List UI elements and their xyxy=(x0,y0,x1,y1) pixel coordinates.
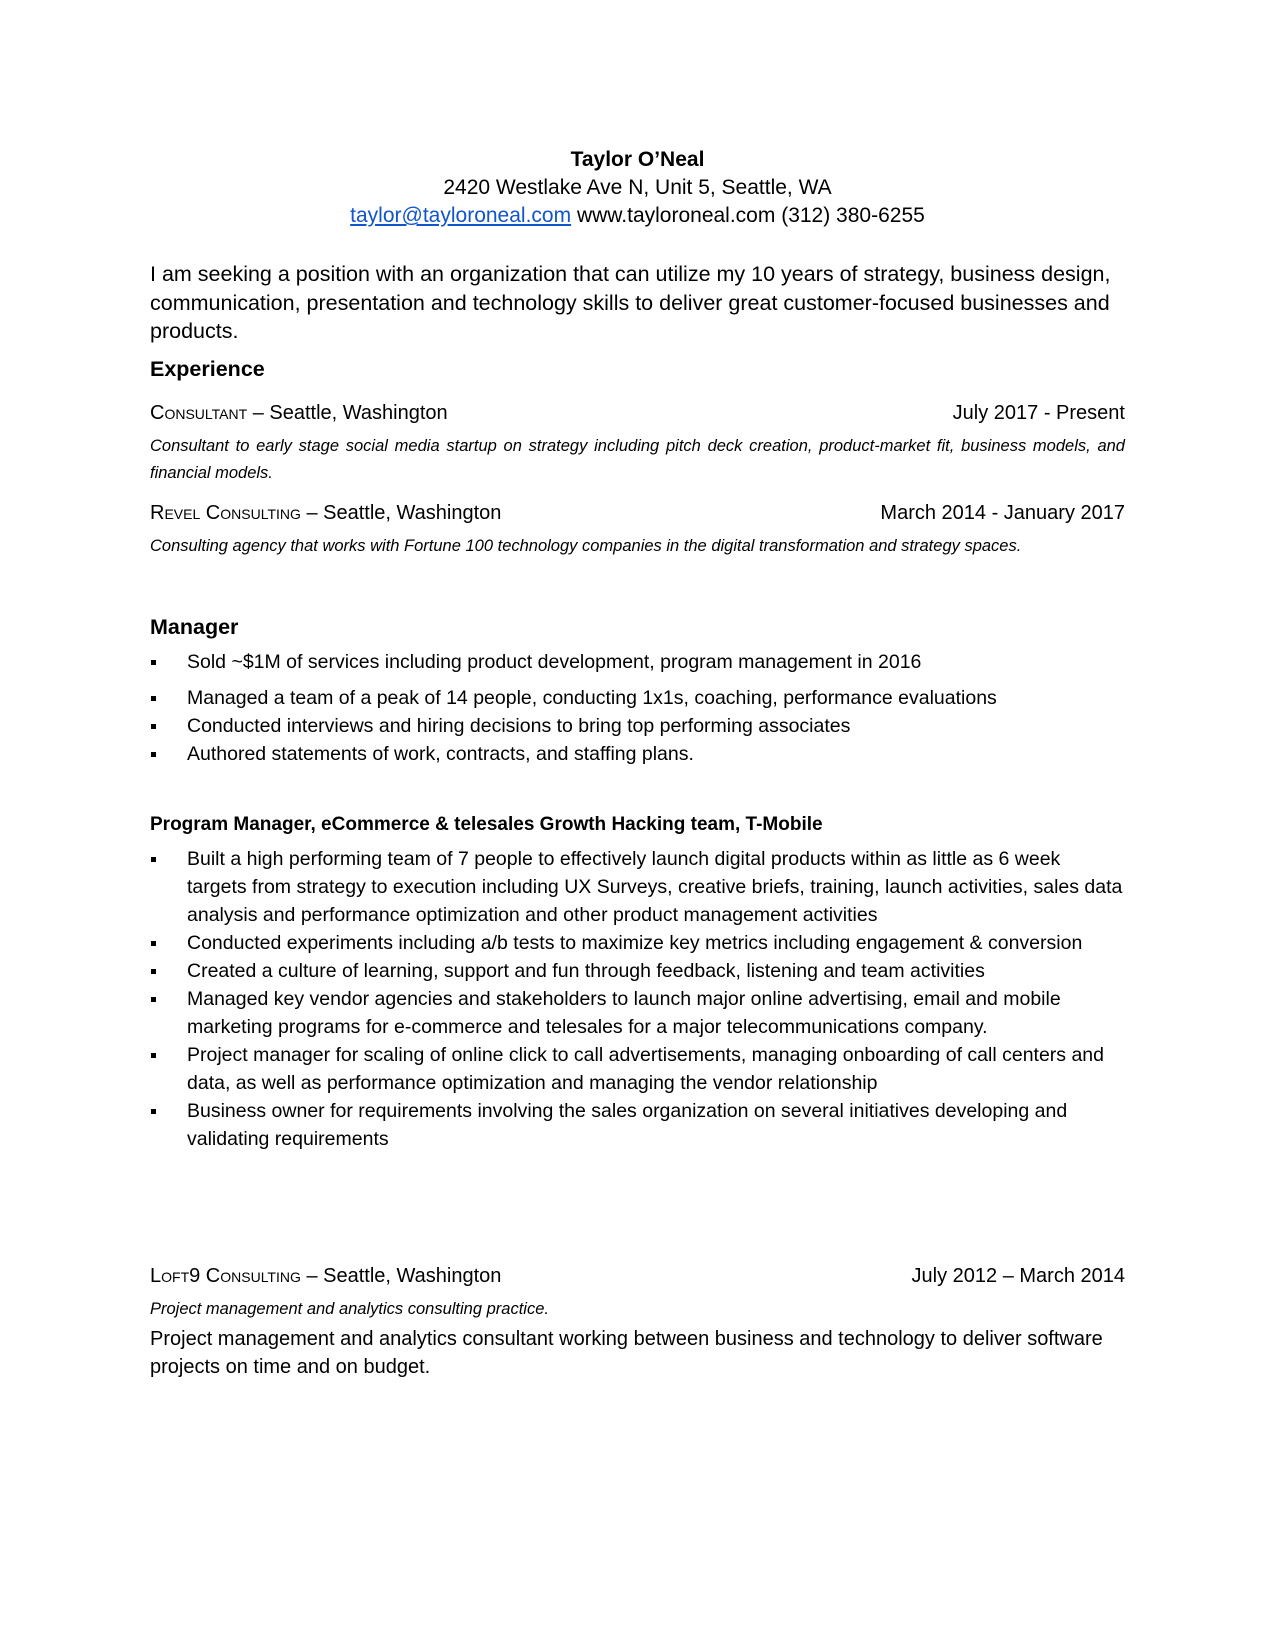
address-line: 2420 Westlake Ave N, Unit 5, Seattle, WA xyxy=(443,176,832,199)
job-details: Project management and analytics consultant working between business and technology to deliver software projects on time and on budget. xyxy=(150,1328,1103,1378)
website-text: www.tayloroneal.com xyxy=(576,204,776,227)
job-description: Consultant to early stage social media startup on strategy including pitch deck creation, product-market fit, business models, and financial models. xyxy=(150,437,1125,482)
job-company: Loft9 Consulting xyxy=(150,1265,301,1287)
job-location: – Seattle, Washington xyxy=(300,502,502,524)
candidate-name: Taylor O’Neal xyxy=(570,148,705,171)
experience-heading: Experience xyxy=(150,357,265,381)
resume-header xyxy=(0,146,1275,230)
job-company: Consultant xyxy=(150,402,248,424)
list-item: Business owner for requirements involving the sales organization on several initiatives developing and validating requirements xyxy=(150,1097,1125,1153)
list-item: Conducted interviews and hiring decisions to bring top performing associates xyxy=(150,712,1125,740)
list-item: Project manager for scaling of online click to call advertisements, managing onboarding of call centers and data, as well as performance optimization and managing the vendor relationship xyxy=(150,1041,1125,1097)
job-location: – Seattle, Washington xyxy=(300,1265,502,1287)
job-description: Consulting agency that works with Fortune 100 technology companies in the digital transformation and strategy spaces. xyxy=(150,537,1022,555)
list-item: Managed a team of a peak of 14 people, conducting 1x1s, coaching, performance evaluations xyxy=(150,684,1125,712)
list-item: Created a culture of learning, support and fun through feedback, listening and team activities xyxy=(150,957,1125,985)
manager-heading: Manager xyxy=(150,615,239,639)
list-item: Authored statements of work, contracts, and staffing plans. xyxy=(150,740,1125,768)
list-item: Built a high performing team of 7 people to effectively launch digital products within as little as 6 week targets from strategy to execution including UX Surveys, creative briefs, training, launch activities, sales data analysis and performance optimization and other product management activities xyxy=(150,845,1125,929)
phone-text: (312) 380-6255 xyxy=(781,204,925,227)
manager-bullets xyxy=(150,648,1125,768)
job-dates: July 2017 - Present xyxy=(952,402,1125,424)
objective-statement: I am seeking a position with an organization that can utilize my 10 years of strategy, business design, communication, presentation and technology skills to deliver great customer-focused businesses and products. xyxy=(150,262,1111,343)
email-link[interactable]: taylor@tayloroneal.com xyxy=(350,204,572,227)
job-company: Revel Consulting xyxy=(150,502,301,524)
job-dates: July 2012 – March 2014 xyxy=(911,1265,1125,1287)
list-item: Sold ~$1M of services including product development, program management in 2016 xyxy=(150,648,1125,676)
job-row-consultant xyxy=(150,402,1125,425)
program-manager-bullets xyxy=(150,845,1125,1153)
job-description: Project management and analytics consulting practice. xyxy=(150,1300,549,1318)
program-manager-heading: Program Manager, eCommerce & telesales Growth Hacking team, T-Mobile xyxy=(150,814,823,835)
job-row-revel-consulting xyxy=(150,502,1125,525)
job-row-loft9-consulting xyxy=(150,1265,1125,1288)
list-item: Managed key vendor agencies and stakeholders to launch major online advertising, email and mobile marketing programs for e-commerce and telesales for a major telecommunications company. xyxy=(150,985,1125,1041)
job-dates: March 2014 - January 2017 xyxy=(880,502,1125,524)
list-item: Conducted experiments including a/b tests to maximize key metrics including engagement & conversion xyxy=(150,929,1125,957)
job-location: – Seattle, Washington xyxy=(247,402,448,424)
contact-line xyxy=(0,202,1275,230)
